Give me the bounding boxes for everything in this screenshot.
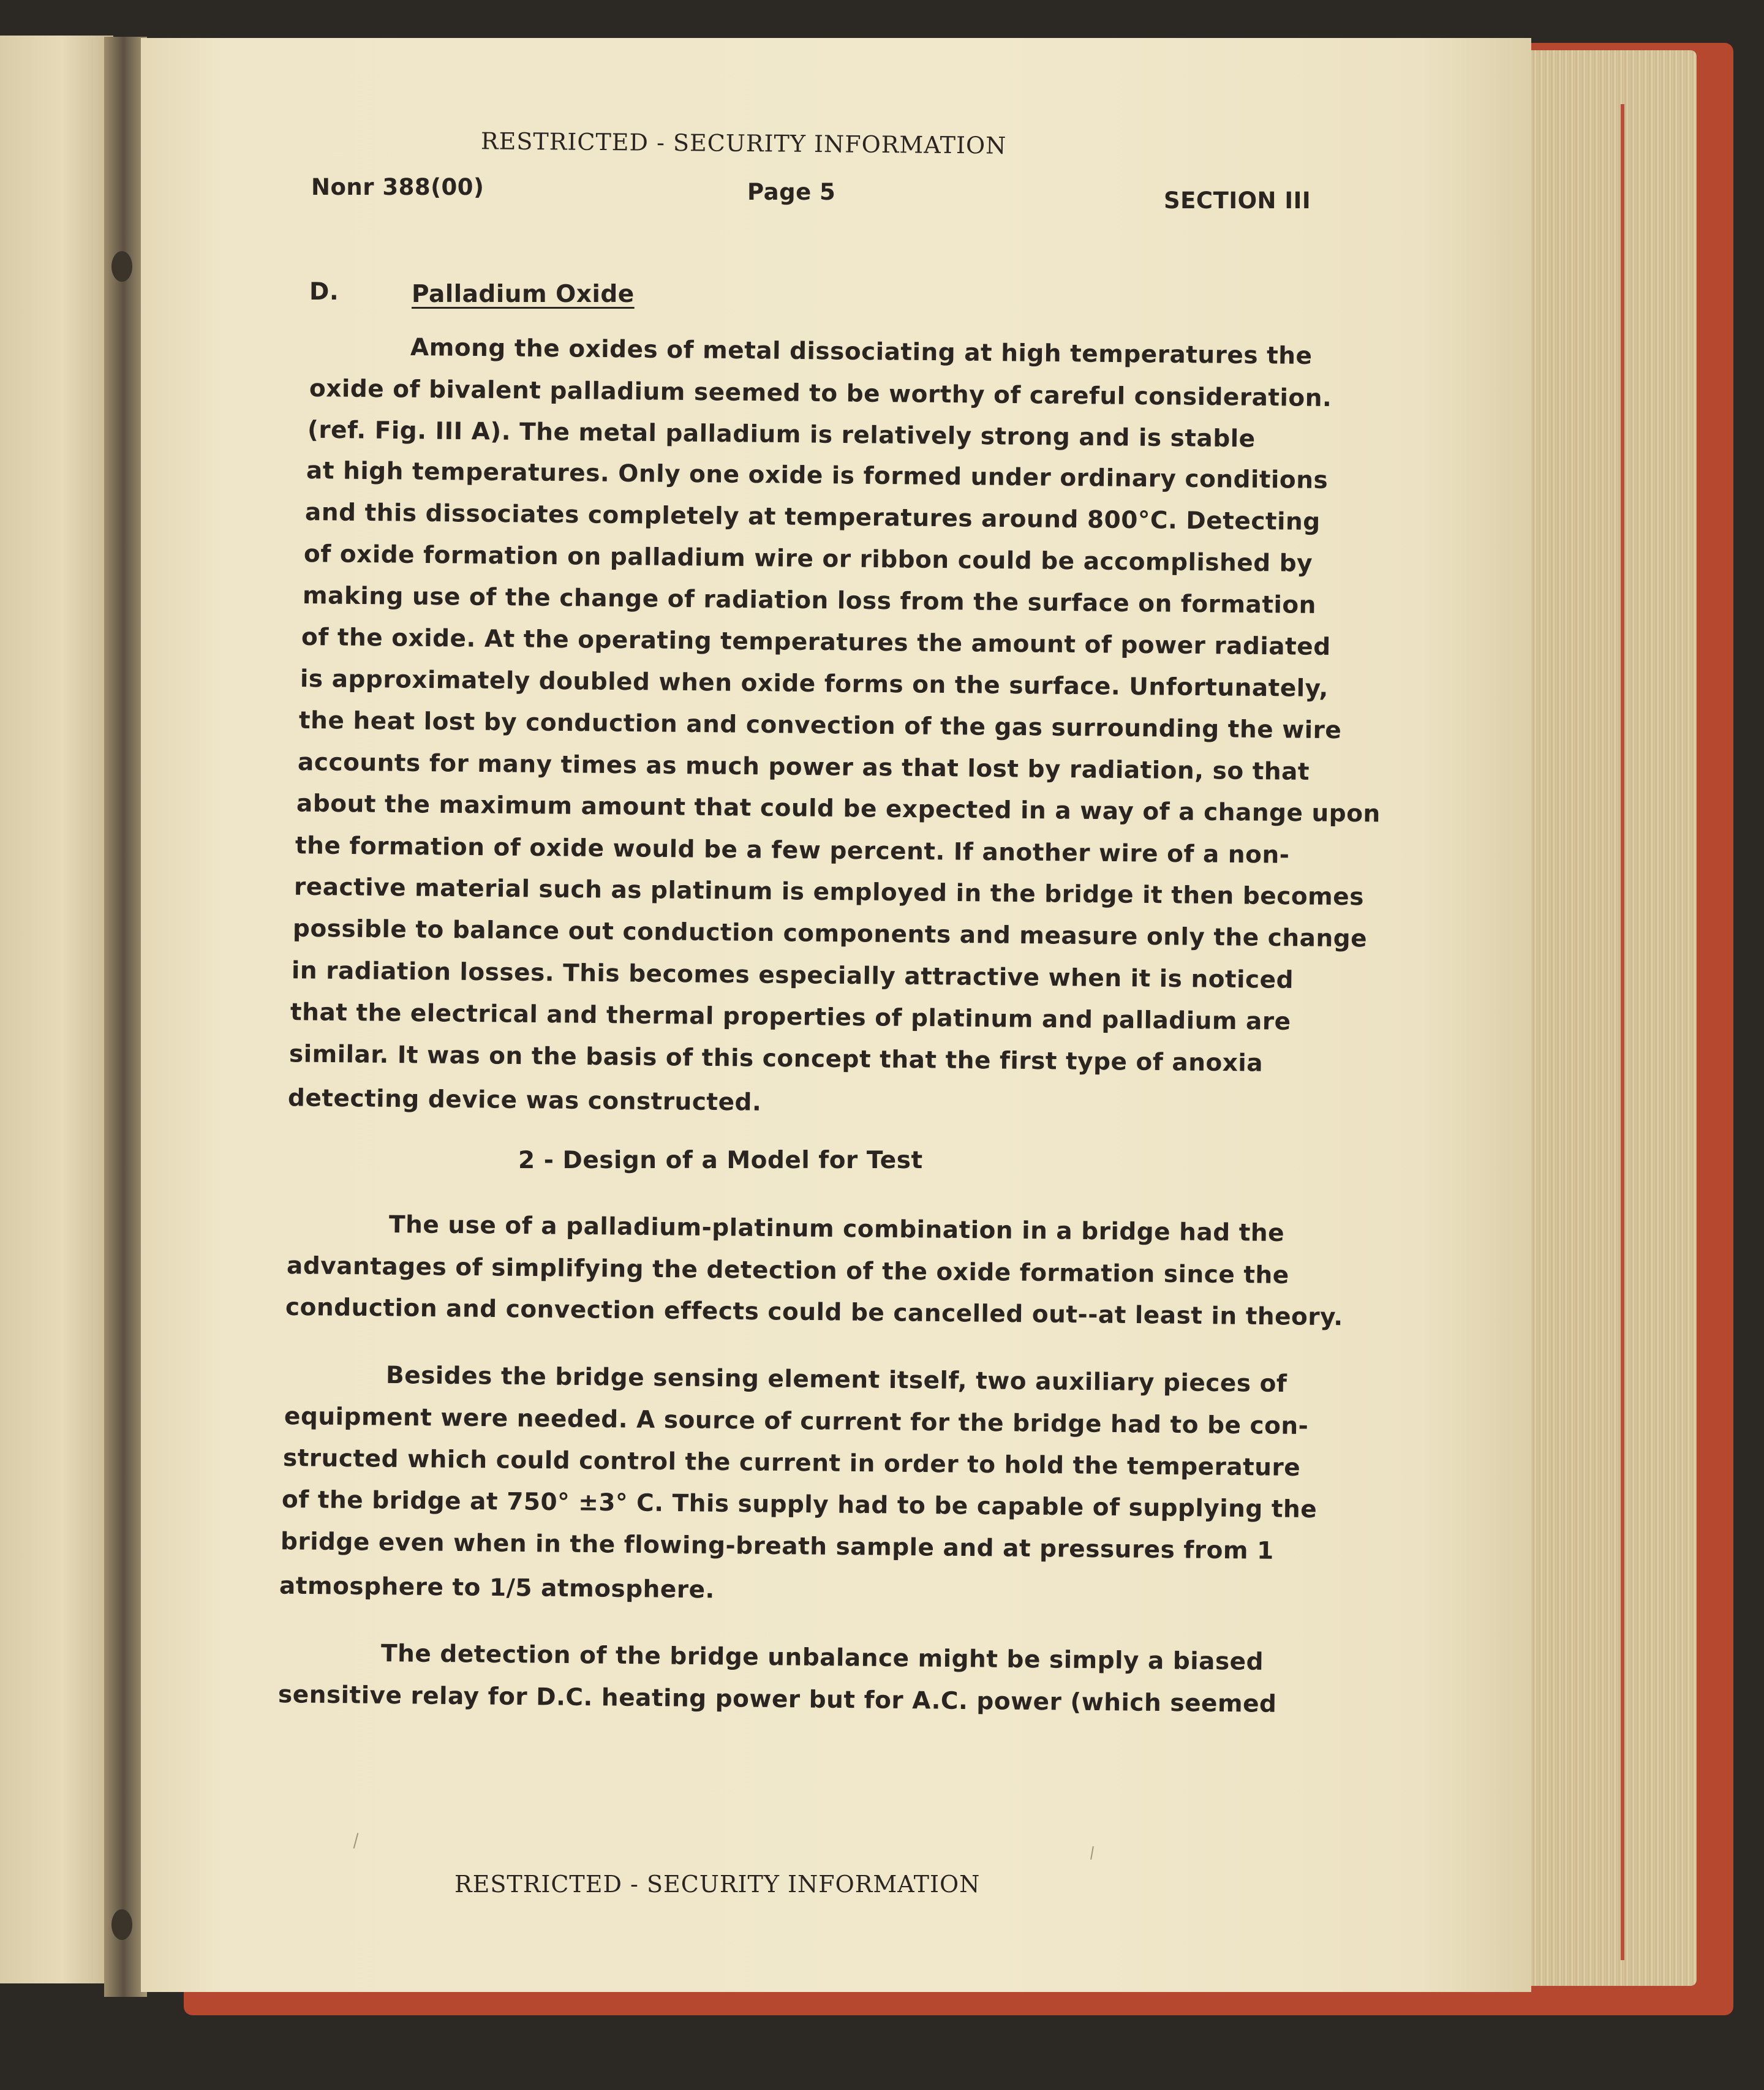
body-line: the formation of oxide would be a few percent. If another wire of a non- bbox=[295, 832, 1290, 869]
binding-hole bbox=[111, 251, 132, 282]
body-line: in radiation losses. This becomes especially attractive when it is noticed bbox=[291, 957, 1294, 994]
body-line: making use of the change of radiation loss from the surface on formation bbox=[302, 582, 1317, 619]
body-line: atmosphere to 1/5 atmosphere. bbox=[279, 1572, 715, 1604]
section-label: SECTION III bbox=[1164, 187, 1311, 214]
heading-title: Palladium Oxide bbox=[412, 281, 635, 308]
paper-mark bbox=[1090, 1846, 1094, 1860]
body-line: about the maximum amount that could be expected in a way of a change upon bbox=[296, 790, 1381, 828]
body-line: sensitive relay for D.C. heating power but for A.C. power (which seemed bbox=[277, 1681, 1277, 1718]
body-line: (ref. Fig. III A). The metal palladium is relatively strong and is stable bbox=[307, 416, 1256, 453]
body-line: accounts for many times as much power as that lost by radiation, so that bbox=[297, 749, 1310, 786]
subheading: 2 - Design of a Model for Test bbox=[518, 1147, 923, 1174]
body-line: Besides the bridge sensing element itself, two auxiliary pieces of bbox=[385, 1361, 1287, 1398]
body-line: and this dissociates completely at temperatures around 800°C. Detecting bbox=[304, 499, 1321, 536]
facing-page bbox=[0, 36, 113, 1983]
body-line: structed which could control the current in order to hold the temperature bbox=[282, 1444, 1301, 1482]
body-line: the heat lost by conduction and convection of the gas surrounding the wire bbox=[298, 706, 1342, 745]
body-line: of the oxide. At the operating temperatures the amount of power radiated bbox=[301, 623, 1331, 662]
body-line: similar. It was on the basis of this concept that the first type of anoxia bbox=[288, 1040, 1264, 1077]
body-line: possible to balance out conduction components and measure only the change bbox=[292, 915, 1368, 953]
body-line: The detection of the bridge unbalance might be simply a biased bbox=[380, 1640, 1264, 1676]
body-line: at high temperatures. Only one oxide is formed under ordinary conditions bbox=[306, 456, 1329, 495]
body-line: The use of a palladium-platinum combination in a bridge had the bbox=[388, 1210, 1285, 1248]
heading-letter: D. bbox=[309, 278, 339, 306]
header-classification: RESTRICTED - SECURITY INFORMATION bbox=[480, 127, 1007, 159]
paper-mark bbox=[353, 1833, 359, 1849]
contract-number: Nonr 388(00) bbox=[311, 174, 484, 200]
page-number: Page 5 bbox=[747, 179, 836, 205]
body-line: detecting device was constructed. bbox=[287, 1084, 762, 1117]
body-line: equipment were needed. A source of current for the bridge had to be con- bbox=[284, 1402, 1309, 1441]
body-line: is approximately doubled when oxide forms on the surface. Unfortunately, bbox=[300, 665, 1329, 703]
body-line: conduction and convection effects could be cancelled out--at least in theory. bbox=[285, 1293, 1343, 1332]
body-line: bridge even when in the flowing-breath sample and at pressures from 1 bbox=[280, 1528, 1274, 1565]
cover-edge-line bbox=[1621, 104, 1624, 1960]
body-line: Among the oxides of metal dissociating at high temperatures the bbox=[410, 333, 1313, 371]
page-edges bbox=[1513, 50, 1697, 1986]
body-line: advantages of simplifying the detection of the oxide formation since the bbox=[286, 1252, 1289, 1289]
body-line: reactive material such as platinum is employed in the bridge it then becomes bbox=[293, 873, 1365, 911]
body-line: of the bridge at 750° ±3° C. This supply had to be capable of supplying the bbox=[281, 1485, 1317, 1524]
footer-classification: RESTRICTED - SECURITY INFORMATION bbox=[454, 1871, 981, 1898]
body-line: that the electrical and thermal properties of platinum and palladium are bbox=[290, 998, 1291, 1036]
body-line: oxide of bivalent palladium seemed to be worthy of careful consideration. bbox=[309, 374, 1332, 413]
binding-hole bbox=[111, 1909, 132, 1940]
body-line: of oxide formation on palladium wire or ribbon could be accomplished by bbox=[303, 540, 1313, 578]
document-page bbox=[141, 38, 1531, 1992]
